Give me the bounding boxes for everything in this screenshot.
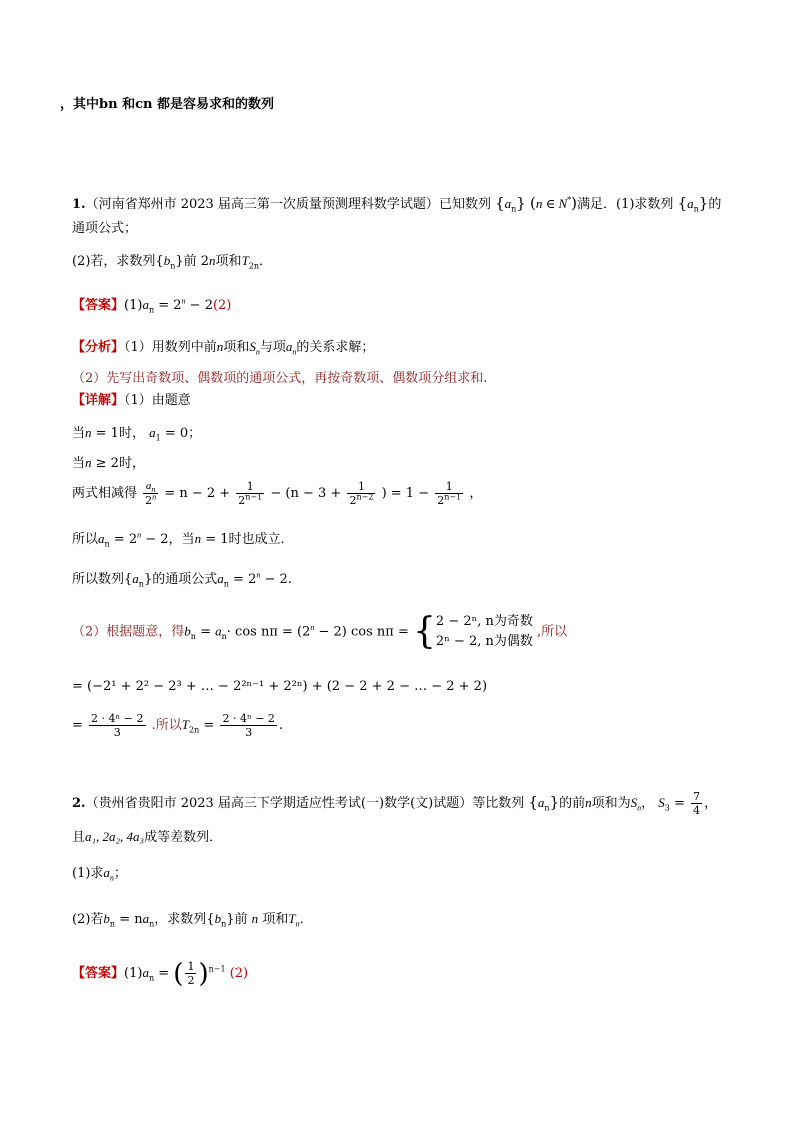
section-heading: ，其中bn 和cn 都是容易求和的数列: [60, 97, 274, 112]
detail-part2: （2）根据题意，得$b_n = a_n\cdot \cos n\pi = (2^n - 2)$ cos nπ = { 2 − 2ⁿ, n为奇数 2ⁿ − 2, n为偶数 ,所以: [72, 611, 568, 652]
problem-2-q2: (2)若$b_n = na_n$，求数列$\{b_n\}$前 n 项和$T_n$．: [72, 911, 313, 929]
problem-2-stem-cont: 且a₁, 2a₂, 4a₃成等差数列．: [72, 829, 223, 845]
detail-result: = $\frac{\text{2 · 4ⁿ − 2}}{3}$ .所以$T_{2n}$ = $\frac{\text{2 · 4ⁿ − 2}}{3}$ .: [72, 712, 284, 739]
fraction: $\frac{1}{2^{n-1}}$: [238, 480, 263, 507]
problem-1-analysis: 【分析】（1）用数列中前n项和$S_n$与项$a_n$的关系求解；: [72, 339, 375, 357]
fraction: $\frac{1}{2^{n-1}}$: [437, 480, 462, 507]
detail-sum: = (−2¹ + 2² − 2³ + … − 2²ⁿ⁻¹ + 2²ⁿ) + (2 − 2 + 2 − … − 2 + 2): [72, 679, 488, 694]
fraction: $\frac{7}{4}$: [693, 790, 701, 817]
fraction: $\frac{\text{2 · 4ⁿ − 2}}{3}$: [222, 712, 275, 739]
detail-so2: 所以数列$\{a_n\}$的通项公式$a_n = 2^n - 2$.: [72, 570, 292, 589]
detail-n1: 当n = 1时， $a_1 = 0$；: [72, 425, 202, 443]
problem-2-stem: 2.（贵州省贵阳市 2023 届高三下学期适应性考试(一)数学(文)试题）等比数列 $\{a_n\}$的前n项和为$S_n$， $S_3$ = $\frac{7}{4}$ ，: [72, 790, 718, 817]
problem-2-answer: 【答案】$(1)a_n$ = ( $\frac{1}{2}$ )$^{n-1}$ (2): [72, 958, 249, 989]
fraction: $\frac{1}{2}$: [187, 960, 195, 987]
problem-1-detail: 【详解】（1）由题意: [72, 393, 191, 408]
problem-1-stem-cont: 通项公式；: [72, 221, 138, 236]
problem-1-answer: 【答案】$(1)a_n = 2^n - 2(2)$: [72, 296, 232, 315]
fraction: $\frac{\text{2 · 4ⁿ − 2}}{3}$: [91, 712, 144, 739]
problem-1-q2: (2)若，求数列$\{b_n\}$前 2n项和$T_{2n}$．: [72, 253, 273, 271]
problem-1-analysis-2: （2）先写出奇数项、偶数项的通项公式，再按奇数项、偶数项分组求和.: [72, 371, 488, 386]
detail-n2: 当n ≥ 2时，: [72, 455, 145, 471]
fraction: $\frac{a_n}{2^n}$: [145, 480, 157, 507]
detail-subtract: 两式相减得 $\frac{a_n}{2^n}$ = n − 2 + $\frac{1}{2^{n-1}}$ − (n − 3 + $\frac{1}{2^{n-2}}$ ) = 1 − $\frac{1}{2^{n-1}}$ ，: [72, 480, 483, 507]
problem-1-stem: 1.（河南省郑州市 2023 届高三第一次质量预测理科数学试题）已知数列 $\{a_n\}$ (n ∈ N*)满足．(1)求数列 $\{a_n\}$的: [72, 194, 722, 214]
detail-so1: 所以$a_n = 2^n - 2$，当n = 1时也成立．: [72, 530, 294, 549]
fraction: $\frac{1}{2^{n-2}}$: [349, 480, 374, 507]
problem-2-q1: (1)求$a_n$；: [72, 865, 127, 883]
